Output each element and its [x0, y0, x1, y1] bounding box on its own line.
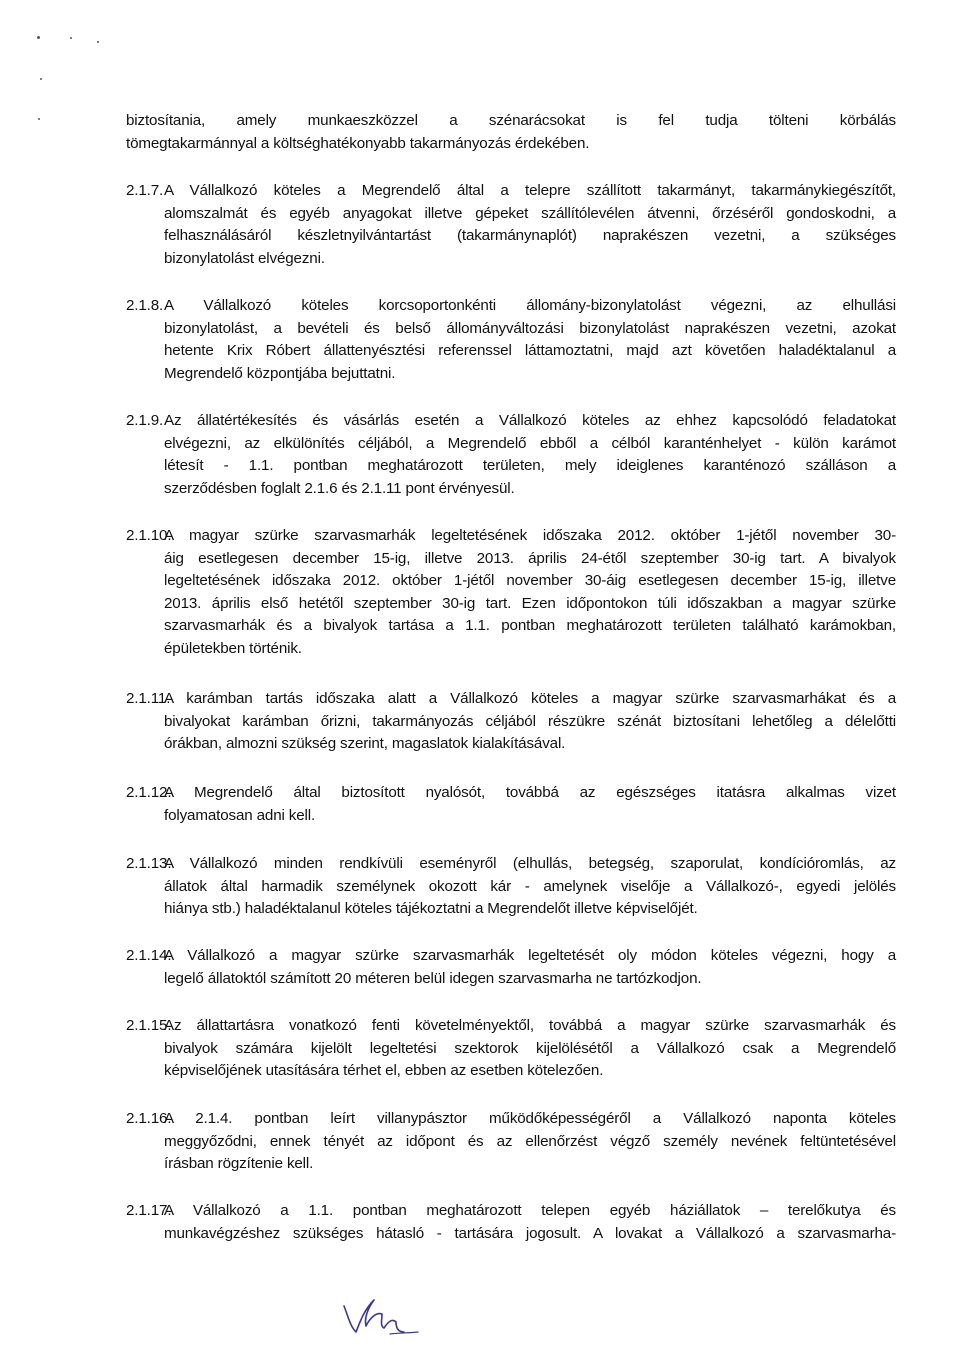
section-2-1-12 — [126, 782, 896, 827]
text-line — [126, 945, 896, 968]
text-line: elvégezni, az elkülönítés céljából, a Megrendelő ebből a célból karanténhelyet - külön karámot — [164, 434, 896, 452]
section-2-1-15 — [126, 1015, 896, 1083]
text-line: bizonylatolást elvégezni. — [164, 249, 325, 267]
section-2-1-10 — [126, 525, 896, 661]
text-line: bivalyok számára kijelölt legeltetési szektorok kijelölésétől a Vállalkozó csak a Megrendelő — [164, 1039, 896, 1057]
section-2-1-13 — [126, 853, 896, 921]
text-line: bivalyokat karámban őrizni, takarmányozás céljából részükre szénát biztosítani lehetőleg a délelőtti — [164, 712, 896, 730]
section-2-1-16 — [126, 1108, 896, 1176]
text-line-body: A Vállalkozó köteles a Megrendelő által a telepre szállított takarmányt, takarmánykiegészítőt, — [164, 182, 896, 199]
section-number: 2.1.16. — [126, 1110, 172, 1127]
section-number: 2.1.11. — [126, 690, 171, 707]
text-line — [126, 525, 896, 548]
text-line: meggyőződni, ennek tényét az időpont és az ellenőrzést végző személy nevének feltüntetésével — [164, 1132, 896, 1150]
intro-paragraph — [126, 110, 896, 155]
text-line: Megrendelő központjába bejuttatni. — [164, 364, 396, 382]
section-number: 2.1.17. — [126, 1202, 172, 1219]
text-line: legeltetésének időszaka 2012. október 1-jétől november 30-áig esetlegesen december 15-ig, illetve — [164, 572, 896, 590]
text-line — [126, 688, 896, 711]
text-line-body: A Megrendelő által biztosított nyalósót, továbbá az egészséges itatásra alkalmas vizet — [164, 784, 896, 801]
text-line — [126, 180, 896, 203]
handwritten-initials — [338, 1292, 428, 1338]
section-number: 2.1.12. — [126, 784, 172, 801]
section-2-1-17 — [126, 1200, 896, 1245]
text-line — [126, 295, 896, 318]
text-line-body: A Vállalkozó a magyar szürke szarvasmarhák legeltetését oly módon köteles végezni, hogy a — [164, 947, 896, 964]
section-number: 2.1.13. — [126, 855, 172, 872]
text-line-body: Az állattartásra vonatkozó fenti követelményektől, továbbá a magyar szürke szarvasmarhák és — [164, 1017, 896, 1034]
text-line: képviselőjének utasítására térhet el, ebben az esetben kötelezően. — [164, 1062, 604, 1080]
text-line: alomszalmát és egyéb anyagokat illetve gépeket szállítólevélen átvenni, őrzéséről gondoskodni, a — [164, 204, 896, 222]
text-line: órákban, almozni szükség szerint, magaslatok kialakításával. — [164, 735, 566, 753]
text-line-body: A 2.1.4. pontban leírt villanypásztor működőképességéről a Vállalkozó naponta köteles — [164, 1110, 896, 1127]
text-line-body: A karámban tartás időszaka alatt a Vállalkozó köteles a magyar szürke szarvasmarhákat és a — [164, 690, 896, 707]
text-line-body: A Vállalkozó minden rendkívüli eseményről (elhullás, betegség, szaporulat, kondícióromlás, az — [164, 855, 896, 872]
section-number: 2.1.14. — [126, 947, 172, 964]
text-line — [126, 853, 896, 876]
text-line: létesít - 1.1. pontban meghatározott területen, mely ideiglenes karanténozó szálláson a — [164, 457, 896, 475]
text-line: legelő állatoktól számított 20 méteren belül idegen szarvasmarha ne tartózkodjon. — [164, 969, 702, 987]
text-line-body: A Vállalkozó köteles korcsoportonkénti állomány-bizonylatolást végezni, az elhullási — [164, 297, 896, 314]
text-line-body: A Vállalkozó a 1.1. pontban meghatározott telepen egyéb háziállatok – terelőkutya és — [164, 1202, 896, 1219]
scan-speck — [97, 41, 99, 43]
text-line: biztosítania, amely munkaeszközzel a szénarácsokat is fel tudja tölteni körbálás — [126, 112, 896, 129]
scan-speck — [40, 78, 42, 80]
text-line: szarvasmarhák és a bivalyok tartása a 1.1. pontban meghatározott területen található karámokban, — [164, 617, 896, 635]
scan-speck — [37, 36, 40, 39]
section-number: 2.1.9. — [126, 412, 164, 429]
text-line: áig esetlegesen december 15-ig, illetve 2013. április 24-étől szeptember 30-ig tart. A bivalyok — [164, 549, 896, 567]
text-line: 2013. április első hetétől szeptember 30-ig tart. Ezen időpontokon túli időszakban a magyar szürke — [164, 594, 896, 612]
text-line — [126, 1200, 896, 1223]
text-line-body: A magyar szürke szarvasmarhák legeltetésének időszaka 2012. október 1-jétől november 30- — [164, 527, 896, 544]
section-2-1-8 — [126, 295, 896, 385]
scan-speck — [38, 118, 40, 120]
text-line: szerződésben foglalt 2.1.6 és 2.1.11 pont érvényesül. — [164, 479, 515, 497]
section-number: 2.1.15. — [126, 1017, 172, 1034]
section-2-1-14 — [126, 945, 896, 990]
text-line: épületekben történik. — [164, 639, 302, 657]
text-line: hetente Krix Róbert állattenyésztési referenssel láttamoztatni, majd azt követően haladéktalanul a — [164, 342, 896, 360]
text-line: folyamatosan adni kell. — [164, 806, 316, 824]
text-line-body: Az állatértékesítés és vásárlás esetén a Vállalkozó köteles az ehhez kapcsolódó feladatokat — [164, 412, 896, 429]
section-2-1-9 — [126, 410, 896, 500]
text-line — [126, 1015, 896, 1038]
text-line: bizonylatolást, a bevételi és belső állományváltozási bizonylatolást naprakészen vezetni, azokat — [164, 319, 896, 337]
section-2-1-11 — [126, 688, 896, 756]
text-line: állatok által harmadik személynek okozott kár - amelynek viselője a Vállalkozó-, egyedi jelölés — [164, 877, 896, 895]
text-line: hiánya stb.) haladéktalanul köteles tájékoztatni a Megrendelőt illetve képviselőjét. — [164, 900, 698, 918]
text-line — [126, 1108, 896, 1131]
scan-speck — [70, 37, 72, 39]
section-number: 2.1.7. — [126, 182, 164, 199]
text-line: tömegtakarmánnyal a költséghatékonyabb takarmányozás érdekében. — [126, 134, 590, 152]
text-line — [126, 410, 896, 433]
text-line — [126, 782, 896, 805]
section-number: 2.1.10. — [126, 527, 172, 544]
text-line: felhasználásáról készletnyilvántartást (takarmánynaplót) naprakészen vezetni, a szükséges — [164, 227, 896, 245]
text-line: munkavégzéshez szükséges hátasló - tartására jogosult. A lovakat a Vállalkozó a szarvasmarha- — [164, 1224, 896, 1242]
text-line: írásban rögzítenie kell. — [164, 1155, 314, 1173]
section-2-1-7 — [126, 180, 896, 270]
section-number: 2.1.8. — [126, 297, 164, 314]
